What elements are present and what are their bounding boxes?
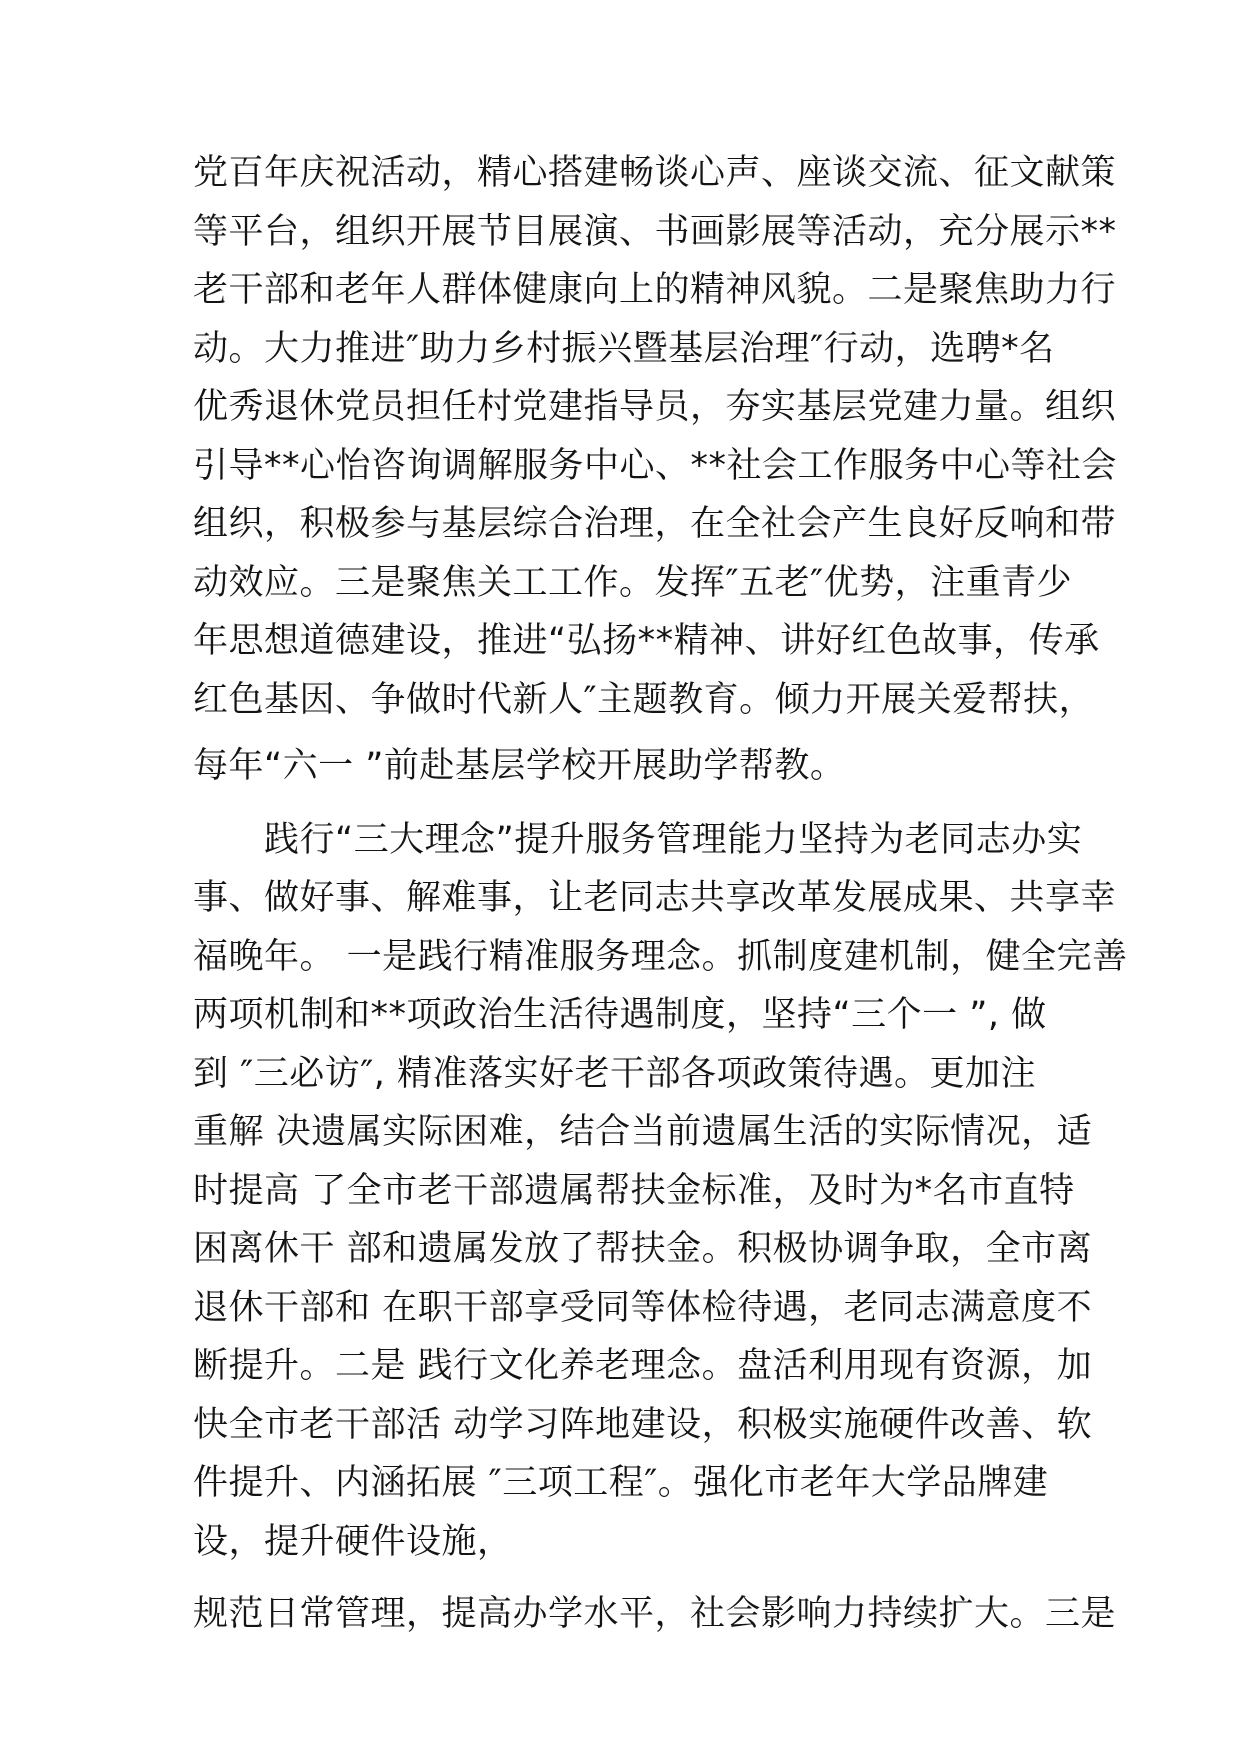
text-line: 两项机制和**项政治生活待遇制度，坚持“三个一 ”, 做 xyxy=(193,995,1047,1035)
text-line: 退休干部和 在职干部享受同等体检待遇，老同志满意度不 xyxy=(193,1288,1093,1328)
text-line: 动。大力推进″助力乡村振兴暨基层治理″行动，选聘*名 xyxy=(193,329,1055,369)
text-line: 困离休干 部和遗属发放了帮扶金。积极协调争取，全市离 xyxy=(193,1229,1093,1269)
text-line: 党百年庆祝活动，精心搭建畅谈心声、座谈交流、征文献策 xyxy=(193,153,1117,193)
text-line: 件提升、内涵拓展 ″三项工程″。强化市老年大学品牌建 xyxy=(193,1463,1049,1503)
text-line: 规范日常管理，提高办学水平，社会影响力持续扩大。三是 xyxy=(193,1594,1117,1634)
text-line: 到 ″三必访″, 精准落实好老干部各项政策待遇。更加注 xyxy=(193,1054,1037,1094)
text-line: 红色基因、争做时代新人″主题教育。倾力开展关爱帮扶， xyxy=(193,680,1095,720)
text-line: 断提升。二是 践行文化养老理念。盘活利用现有资源，加 xyxy=(193,1346,1093,1386)
text-line: 每年“六一 ”前赴基层学校开展助学帮教。 xyxy=(193,746,846,786)
text-line: 动效应。三是聚焦关工工作。发挥″五老″优势，注重青少 xyxy=(193,563,1073,603)
text-line: 优秀退休党员担任村党建指导员，夯实基层党建力量。组织 xyxy=(193,387,1117,427)
text-line: 践行“三大理念”提升服务管理能力坚持为老同志办实 xyxy=(193,820,1083,860)
text-line: 老干部和老年人群体健康向上的精神风貌。二是聚焦助力行 xyxy=(193,270,1117,310)
text-line: 时提高 了全市老干部遗属帮扶金标准，及时为*名市直特 xyxy=(193,1171,1075,1211)
text-line: 引导**心怡咨询调解服务中心、**社会工作服务中心等社会 xyxy=(193,446,1118,486)
text-line: 年思想道德建设，推进“弘扬**精神、讲好红色故事，传承 xyxy=(193,621,1100,661)
text-line: 组织，积极参与基层综合治理，在全社会产生良好反响和带 xyxy=(193,504,1117,544)
text-line: 事、做好事、解难事，让老同志共享改革发展成果、共享幸 xyxy=(193,878,1117,918)
text-line: 重解 决遗属实际困难，结合当前遗属生活的实际情况，适 xyxy=(193,1112,1093,1152)
text-line: 设，提升硬件设施， xyxy=(193,1522,513,1562)
text-line: 福晚年。 一是践行精准服务理念。抓制度建机制，健全完善 xyxy=(193,937,1128,977)
text-line: 等平台，组织开展节目展演、书画影展等活动，充分展示** xyxy=(193,212,1117,252)
text-line: 快全市老干部活 动学习阵地建设，积极实施硬件改善、软 xyxy=(193,1405,1093,1445)
